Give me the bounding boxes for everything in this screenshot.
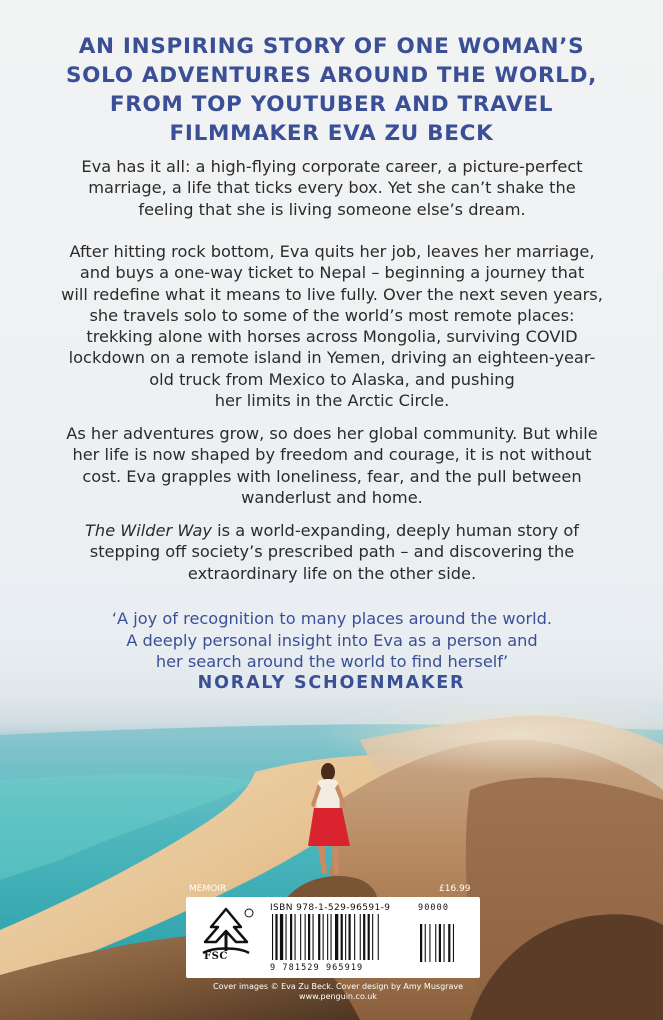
barcode-bar (349, 914, 351, 960)
barcode-digits: 9 781529 965919 (270, 963, 364, 973)
barcode-bar (275, 914, 277, 960)
blurb-line: stepping off society’s prescribed path – and discovering the (89, 542, 575, 562)
blurb-line: As her adventures grow, so does her global community. But while (66, 424, 598, 443)
quote-line: ‘A joy of recognition to many places around the world. (111, 609, 553, 628)
barcode (270, 914, 464, 964)
blurb-line: old truck from Mexico to Alaska, and pushing (149, 369, 515, 389)
addon-digits: 90000 (418, 903, 450, 913)
headline-line: FROM TOP YOUTUBER AND TRAVEL (109, 92, 554, 117)
barcode-bar (360, 914, 361, 960)
barcode-bar (354, 914, 355, 960)
barcode-bar (331, 914, 332, 960)
blurb-line-rest: is a world-expanding, deeply human story of (211, 521, 579, 540)
blurb-line: Eva has it all: a high-flying corporate career, a picture-perfect (81, 157, 583, 176)
price-label: £16.99 (439, 884, 471, 894)
quote-author: NORALY SCHOENMAKER (197, 673, 466, 693)
barcode-addon-bar (439, 924, 441, 962)
barcode-bar (313, 914, 314, 960)
barcode-bar (272, 914, 273, 960)
blurb-line (58, 520, 606, 541)
blurb-line: lockdown on a remote island in Yemen, driving an eighteen-year- (68, 348, 596, 368)
blurb-paragraph-1 (58, 156, 606, 220)
quote-line: A deeply personal insight into Eva as a person and (126, 630, 538, 650)
barcode-bar (323, 914, 324, 960)
blurb-line: her limits in the Arctic Circle. (214, 391, 450, 411)
barcode-addon-bar (420, 924, 422, 962)
fsc-label: FSC (204, 951, 228, 962)
headline-line: AN INSPIRING STORY OF ONE WOMAN’S (78, 34, 585, 59)
blurb-paragraph-2 (58, 241, 606, 411)
blurb-line: cost. Eva grapples with loneliness, fear, and the pull between (82, 466, 582, 486)
barcode-bar (368, 914, 370, 960)
barcode-bar (295, 914, 296, 960)
barcode-bar (335, 914, 338, 960)
barcode-bar (305, 914, 306, 960)
headline-line: SOLO ADVENTURES AROUND THE WORLD, (65, 63, 598, 88)
barcode-bar (286, 914, 287, 960)
headline (0, 32, 663, 148)
barcode-bar (308, 914, 310, 960)
review-quote (58, 608, 606, 673)
barcode-bar (341, 914, 343, 960)
barcode-addon-bar (435, 924, 436, 962)
blurb-line: her life is now shaped by freedom and courage, it is not without (72, 445, 592, 465)
credits-line: Cover images © Eva Zu Beck. Cover design by Amy Musgrave (212, 982, 463, 991)
blurb-line: and buys a one-way ticket to Nepal – beginning a journey that (79, 263, 585, 283)
blurb-line: she travels solo to some of the world’s most remote places: (89, 305, 575, 325)
barcode-bar (372, 914, 373, 960)
category-label: MEMOIR (189, 884, 227, 894)
quote-line: her search around the world to find herself’ (155, 652, 509, 671)
cover-credits (196, 982, 480, 1002)
barcode-addon-bar (453, 924, 454, 962)
publisher-url: www.penguin.co.uk (299, 992, 377, 1001)
barcode-box (186, 897, 480, 978)
barcode-addon-bar (425, 924, 426, 962)
blurb-line: extraordinary life on the other side. (187, 563, 477, 583)
barcode-bar (363, 914, 365, 960)
headline-line: FILMMAKER EVA ZU BECK (169, 121, 494, 146)
blurb-paragraph-4 (58, 520, 606, 584)
blurb-line: feeling that she is living someone else’s dream. (138, 199, 526, 219)
blurb-line: trekking alone with horses across Mongolia, surviving COVID (86, 327, 578, 347)
blurb-line: marriage, a life that ticks every box. Yet she can’t shake the (88, 178, 576, 198)
barcode-bar (280, 914, 283, 960)
barcode-bar (300, 914, 301, 960)
blurb-paragraph-3 (58, 423, 606, 508)
blurb-line: will redefine what it means to live fully. Over the next seven years, (61, 284, 603, 304)
isbn-text: ISBN 978-1-529-96591-9 (270, 903, 391, 913)
barcode-bar (378, 914, 379, 960)
barcode-addon-bar (429, 924, 430, 962)
barcode-addon-bar (448, 924, 450, 962)
barcode-bar (290, 914, 292, 960)
barcode-bar (318, 914, 320, 960)
barcode-addon-bar (444, 924, 445, 962)
blurb-line: After hitting rock bottom, Eva quits her job, leaves her marriage, (69, 242, 595, 261)
barcode-bar (345, 914, 346, 960)
barcode-bar (327, 914, 328, 960)
blurb-line: wanderlust and home. (241, 487, 423, 507)
book-title: The Wilder Way (85, 521, 212, 540)
